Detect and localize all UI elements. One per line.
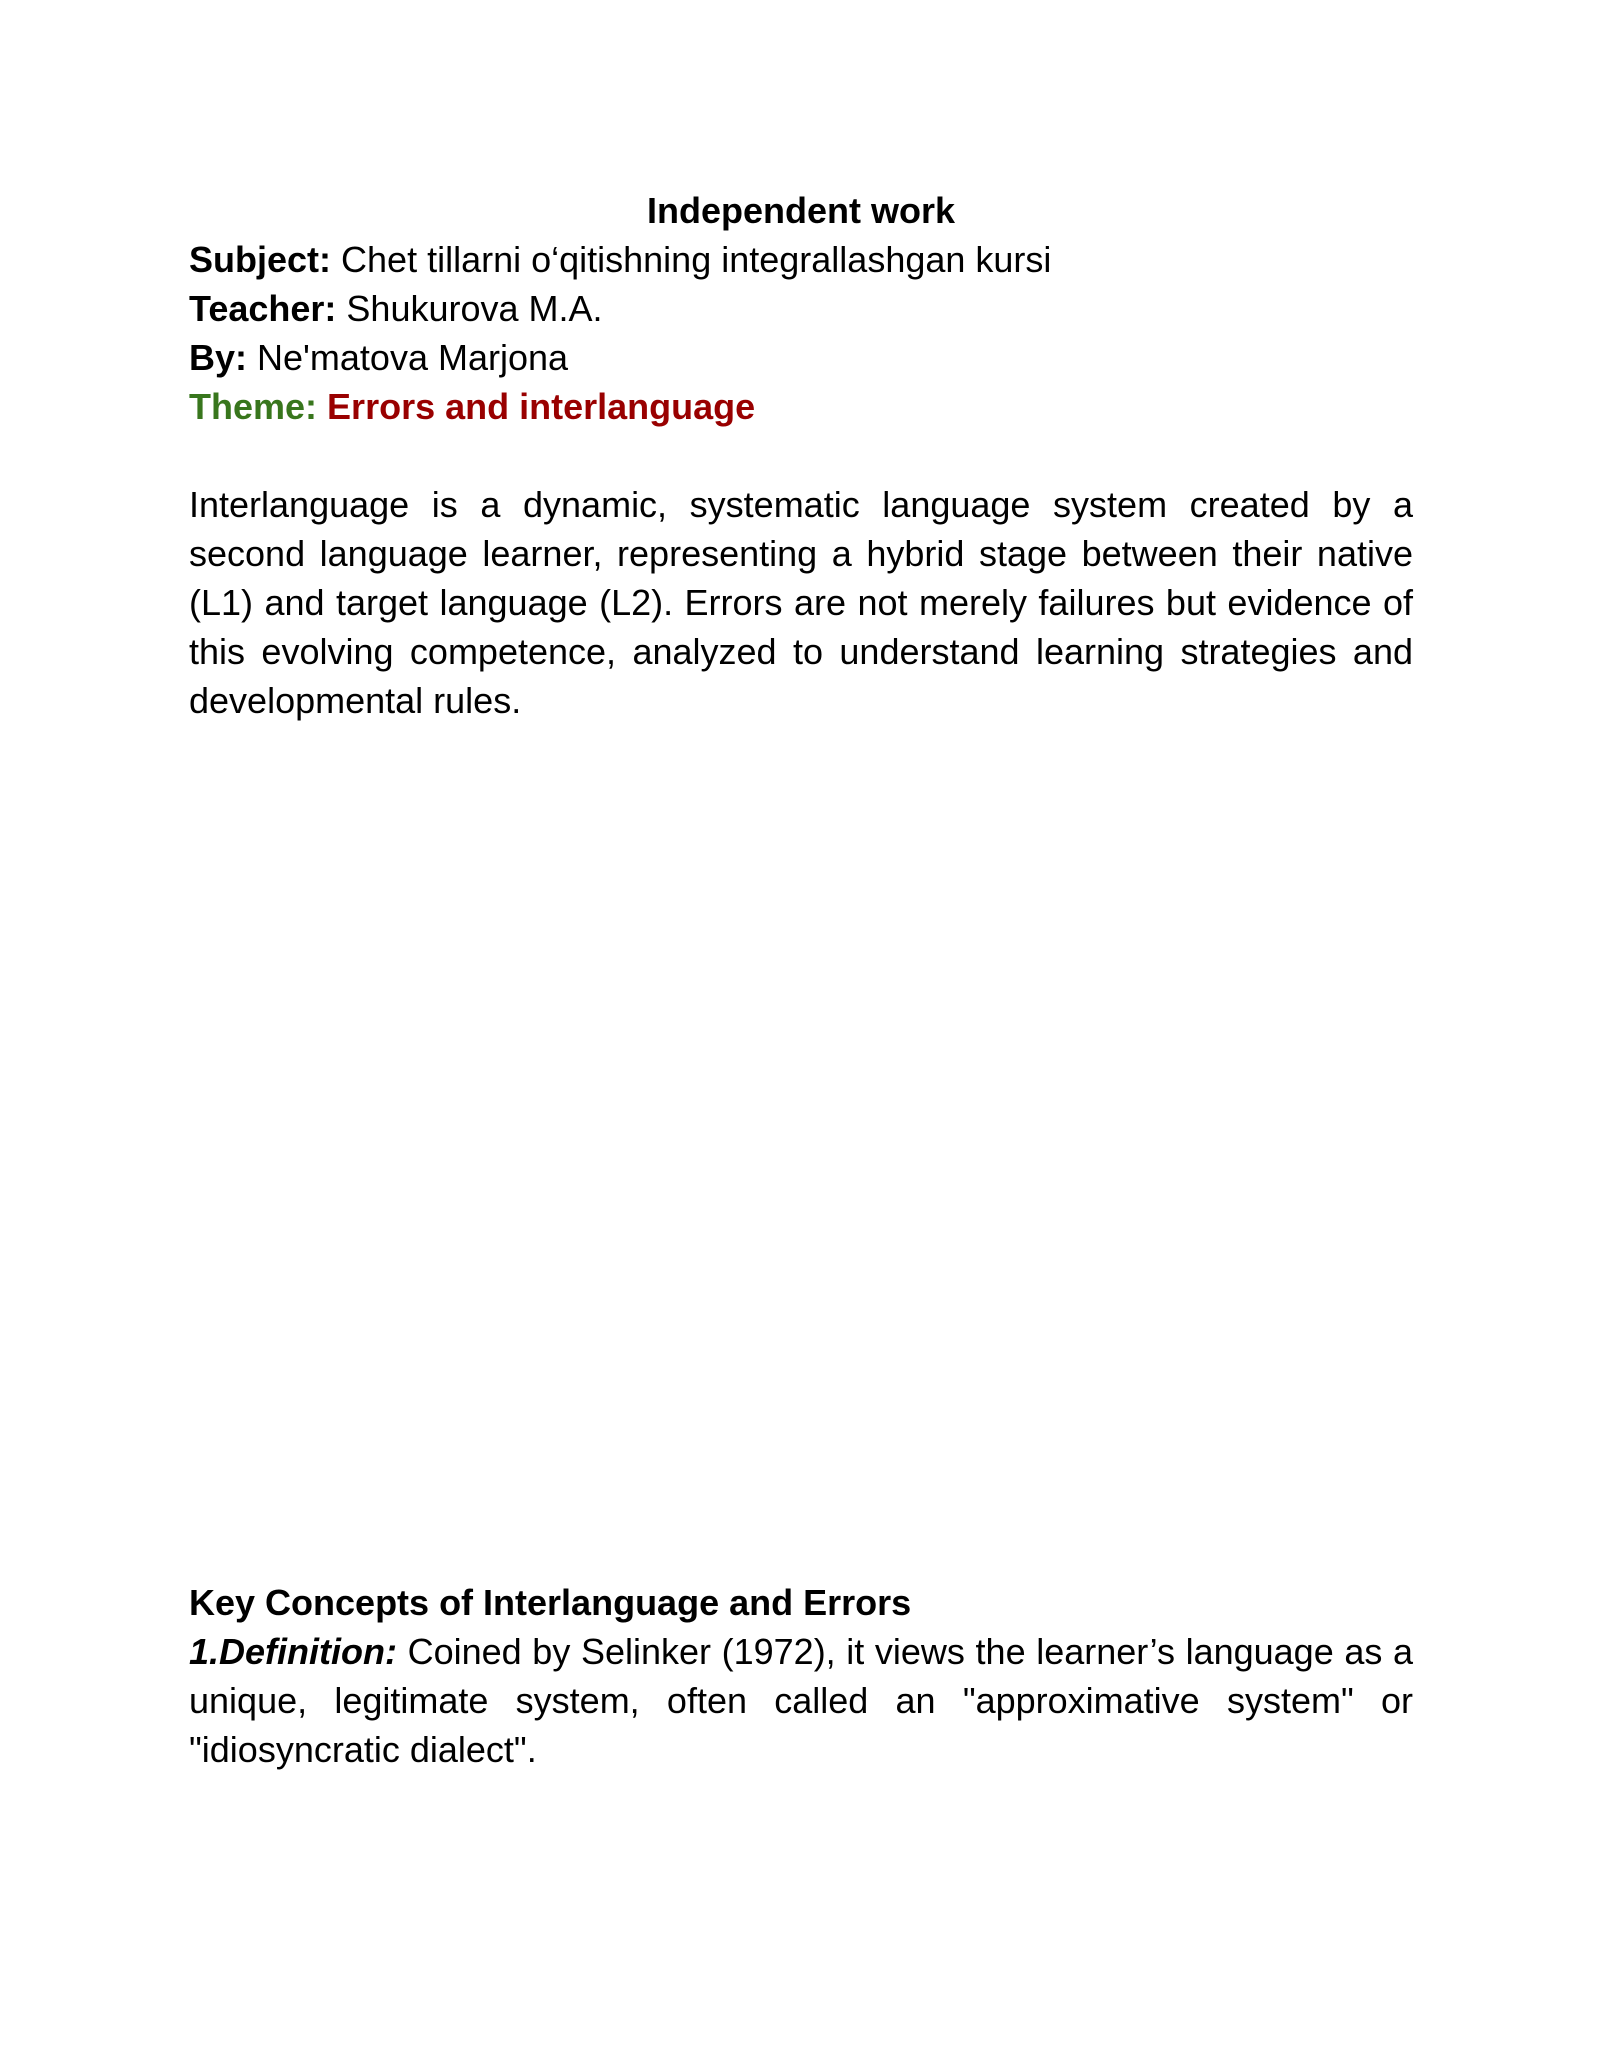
definition-label: 1.Definition: [189,1631,397,1672]
teacher-line [189,284,1413,333]
definition-item [189,1627,1413,1774]
author-value: Ne'matova Marjona [257,337,569,378]
teacher-value: Shukurova M.A. [346,288,603,329]
key-concepts-heading: Key Concepts of Interlanguage and Errors [189,1582,912,1623]
theme-line [189,382,1413,431]
definition-text: Coined by Selinker (1972), it views the learner’s language as a unique, legitimate system, often called an "approximative system" or "idiosyncratic dialect". [189,1631,1413,1770]
document-title: Independent work [646,190,956,231]
header-block [189,186,1413,725]
author-line [189,333,1413,382]
theme-label: Theme: [189,386,318,427]
subject-value: Chet tillarni o‘qitishning integrallashgan kursi [341,239,1052,280]
author-label: By: [189,337,248,378]
theme-value: Errors and interlanguage [327,386,756,427]
subject-line [189,235,1413,284]
teacher-label: Teacher: [189,288,337,329]
key-concepts-section [189,1578,1413,1774]
intro-paragraph: Interlanguage is a dynamic, systematic language system created by a second language learner, representing a hybrid stage between their native (L1) and target language (L2). Errors are not merely failures but evidence of this evolving competence, analyzed to understand learning strategies and developmental rules. [189,484,1413,721]
subject-label: Subject: [189,239,332,280]
